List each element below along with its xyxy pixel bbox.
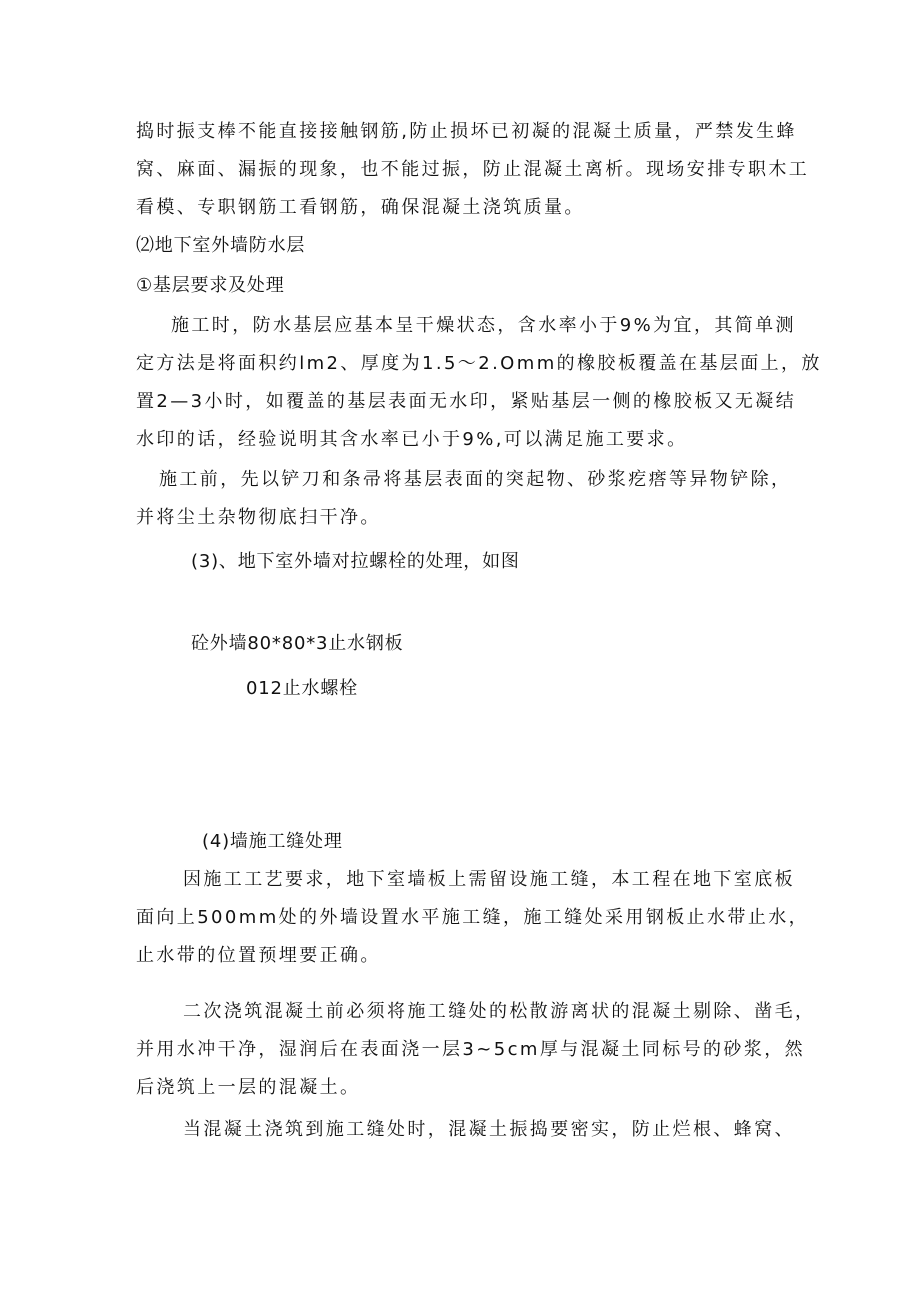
- paragraph-line: 窝、麻面、漏振的现象，也不能过振，防止混凝土离析。现场安排专职木工: [136, 159, 810, 180]
- paragraph-line: 并将尘土杂物彻底扫干净。: [136, 507, 381, 528]
- paragraph-line: 水印的话，经验说明其含水率已小于9%,可以满足施工要求。: [136, 429, 688, 450]
- paragraph-line: 捣时振支棒不能直接接触钢筋,防止损坏已初凝的混凝土质量，严禁发生蜂: [136, 121, 797, 142]
- paragraph-line: 定方法是将面积约lm2、厚度为1.5～2.Omm的橡胶板覆盖在基层面上，放: [136, 353, 822, 374]
- figure-label: 012止水螺栓: [246, 678, 358, 699]
- paragraph-line: 因施工工艺要求，地下室墙板上需留设施工缝，本工程在地下室底板: [183, 869, 795, 890]
- paragraph-line: 二次浇筑混凝土前必须将施工缝处的松散游离状的混凝土剔除、凿毛，: [183, 1001, 816, 1022]
- paragraph-line: 并用水冲干净，湿润后在表面浇一层3~5cm厚与混凝土同标号的砂浆，然: [136, 1039, 806, 1060]
- subsection-heading: ①基层要求及处理: [136, 275, 285, 296]
- figure-label: 砼外墙80*80*3止水钢板: [191, 633, 404, 654]
- paragraph-line: 当混凝土浇筑到施工缝处时，混凝土振捣要密实，防止烂根、蜂窝、: [183, 1119, 795, 1140]
- paragraph-line: 看模、专职钢筋工看钢筋，确保混凝土浇筑质量。: [136, 197, 585, 218]
- paragraph-line: 后浇筑上一层的混凝土。: [136, 1077, 361, 1098]
- section-heading: (4)墙施工缝处理: [202, 831, 343, 852]
- section-heading: (3)、地下室外墙对拉螺栓的处理，如图: [191, 551, 520, 572]
- section-heading: ⑵地下室外墙防水层: [136, 235, 306, 256]
- paragraph-line: 施工前，先以铲刀和条帚将基层表面的突起物、砂浆疙瘩等异物铲除，: [159, 469, 792, 490]
- paragraph-line: 施工时，防水基层应基本呈干燥状态，含水率小于9%为宜，其简单测: [171, 315, 796, 336]
- paragraph-line: 止水带的位置预埋要正确。: [136, 945, 381, 966]
- paragraph-line: 置2—3小时，如覆盖的基层表面无水印，紧贴基层一侧的橡胶板又无凝结: [136, 391, 797, 412]
- paragraph-line: 面向上500mm处的外墙设置水平施工缝，施工缝处采用钢板止水带止水，: [136, 907, 810, 928]
